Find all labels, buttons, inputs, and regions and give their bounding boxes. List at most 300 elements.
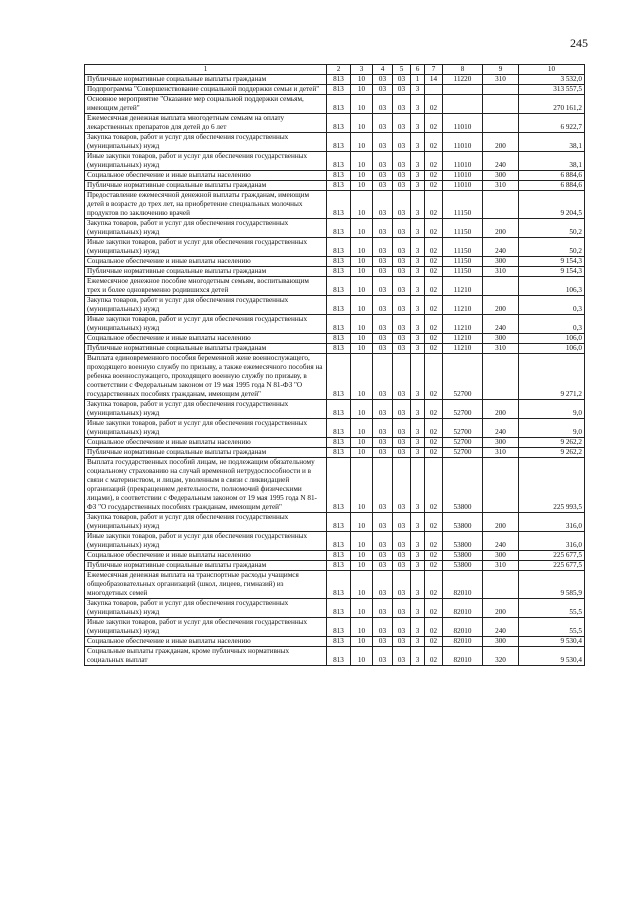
row-cell-5: 03	[393, 400, 411, 419]
row-name-cell: Публичные нормативные социальные выплаты гражданам	[85, 448, 327, 458]
row-cell-7: 02	[425, 344, 443, 354]
table-row	[85, 448, 585, 458]
row-cell-4: 03	[373, 191, 393, 219]
row-name-cell: Социальное обеспечение и иные выплаты населению	[85, 438, 327, 448]
row-cell-7: 14	[425, 75, 443, 85]
row-cell-5: 03	[393, 296, 411, 315]
row-cell-9: 300	[483, 171, 519, 181]
row-cell-9	[483, 85, 519, 95]
row-cell-3: 10	[351, 85, 373, 95]
table-row	[85, 551, 585, 561]
row-cell-3: 10	[351, 419, 373, 438]
table-row	[85, 438, 585, 448]
row-cell-10: 0,3	[519, 296, 585, 315]
row-cell-4: 03	[373, 458, 393, 513]
row-cell-9: 200	[483, 133, 519, 152]
row-cell-7: 02	[425, 277, 443, 296]
row-cell-6: 3	[411, 354, 425, 400]
row-cell-6: 3	[411, 419, 425, 438]
row-cell-8	[443, 95, 483, 114]
column-header-9: 9	[483, 65, 519, 75]
table-row	[85, 133, 585, 152]
row-cell-5: 03	[393, 551, 411, 561]
row-cell-2: 813	[327, 334, 351, 344]
row-cell-3: 10	[351, 181, 373, 191]
row-cell-7: 02	[425, 152, 443, 171]
row-cell-2: 813	[327, 400, 351, 419]
row-cell-8: 11210	[443, 334, 483, 344]
row-cell-3: 10	[351, 400, 373, 419]
table-row	[85, 344, 585, 354]
row-cell-3: 10	[351, 637, 373, 647]
row-cell-10: 9 585,9	[519, 571, 585, 599]
row-cell-9: 240	[483, 315, 519, 334]
row-cell-4: 03	[373, 438, 393, 448]
row-cell-3: 10	[351, 296, 373, 315]
row-cell-7: 02	[425, 334, 443, 344]
column-header-3: 3	[351, 65, 373, 75]
row-name-cell: Ежемесячная денежная выплата многодетным семьям на оплату лекарственных препаратов для детей до 6 лет	[85, 114, 327, 133]
row-cell-2: 813	[327, 448, 351, 458]
row-cell-4: 03	[373, 238, 393, 257]
row-cell-10: 9 204,5	[519, 191, 585, 219]
row-cell-3: 10	[351, 438, 373, 448]
row-cell-6: 3	[411, 458, 425, 513]
table-body	[85, 75, 585, 666]
row-cell-9: 310	[483, 181, 519, 191]
row-name-cell: Иные закупки товаров, работ и услуг для обеспечения государственных (муниципальных) нужд	[85, 618, 327, 637]
row-cell-2: 813	[327, 315, 351, 334]
table-row	[85, 571, 585, 599]
row-cell-5: 03	[393, 334, 411, 344]
row-cell-6: 3	[411, 181, 425, 191]
row-cell-4: 03	[373, 315, 393, 334]
row-cell-4: 03	[373, 114, 393, 133]
row-cell-2: 813	[327, 532, 351, 551]
row-cell-4: 03	[373, 513, 393, 532]
row-cell-9: 240	[483, 419, 519, 438]
table-row	[85, 647, 585, 666]
row-cell-7: 02	[425, 448, 443, 458]
row-cell-8: 53800	[443, 561, 483, 571]
row-cell-10: 9 530,4	[519, 647, 585, 666]
table-row	[85, 561, 585, 571]
row-cell-2: 813	[327, 561, 351, 571]
row-cell-10: 9 271,2	[519, 354, 585, 400]
row-cell-7: 02	[425, 532, 443, 551]
row-cell-7: 02	[425, 191, 443, 219]
row-cell-2: 813	[327, 551, 351, 561]
row-cell-4: 03	[373, 95, 393, 114]
row-name-cell: Иные закупки товаров, работ и услуг для обеспечения государственных (муниципальных) нужд	[85, 532, 327, 551]
row-name-cell: Закупка товаров, работ и услуг для обеспечения государственных (муниципальных) нужд	[85, 219, 327, 238]
row-cell-7: 02	[425, 400, 443, 419]
table-row	[85, 277, 585, 296]
row-cell-9: 310	[483, 561, 519, 571]
row-name-cell: Социальные выплаты гражданам, кроме публичных нормативных социальных выплат	[85, 647, 327, 666]
row-cell-2: 813	[327, 599, 351, 618]
row-cell-9: 310	[483, 448, 519, 458]
table-row	[85, 419, 585, 438]
table-row	[85, 599, 585, 618]
row-cell-10: 106,0	[519, 344, 585, 354]
row-cell-4: 03	[373, 152, 393, 171]
row-cell-7: 02	[425, 95, 443, 114]
row-cell-7: 02	[425, 133, 443, 152]
row-cell-4: 03	[373, 219, 393, 238]
row-cell-10: 55,5	[519, 599, 585, 618]
table-row	[85, 95, 585, 114]
row-cell-6: 3	[411, 219, 425, 238]
row-cell-2: 813	[327, 191, 351, 219]
row-cell-6: 3	[411, 191, 425, 219]
row-name-cell: Закупка товаров, работ и услуг для обеспечения государственных (муниципальных) нужд	[85, 513, 327, 532]
table-row	[85, 181, 585, 191]
row-cell-3: 10	[351, 315, 373, 334]
row-cell-8: 52700	[443, 354, 483, 400]
table-row	[85, 334, 585, 344]
row-cell-5: 03	[393, 315, 411, 334]
row-cell-10: 6 922,7	[519, 114, 585, 133]
row-cell-10: 50,2	[519, 238, 585, 257]
row-cell-5: 03	[393, 219, 411, 238]
row-cell-10: 316,0	[519, 513, 585, 532]
row-cell-5: 03	[393, 448, 411, 458]
row-cell-2: 813	[327, 95, 351, 114]
row-cell-8: 53800	[443, 532, 483, 551]
row-cell-7: 02	[425, 513, 443, 532]
row-cell-6: 3	[411, 647, 425, 666]
row-name-cell: Предоставление ежемесячной денежной выплаты гражданам, имеющим детей в возрасте до трех лет, на приобретение специальных молочных продуктов по заключению врачей	[85, 191, 327, 219]
row-name-cell: Публичные нормативные социальные выплаты гражданам	[85, 561, 327, 571]
row-cell-3: 10	[351, 152, 373, 171]
row-name-cell: Иные закупки товаров, работ и услуг для обеспечения государственных (муниципальных) нужд	[85, 238, 327, 257]
row-cell-10: 106,3	[519, 277, 585, 296]
row-cell-8: 11010	[443, 181, 483, 191]
row-cell-7	[425, 85, 443, 95]
row-cell-4: 03	[373, 354, 393, 400]
table-row	[85, 219, 585, 238]
row-cell-5: 03	[393, 599, 411, 618]
row-cell-8: 11150	[443, 257, 483, 267]
row-cell-9	[483, 458, 519, 513]
row-cell-8: 82010	[443, 618, 483, 637]
row-cell-3: 10	[351, 344, 373, 354]
row-cell-10: 50,2	[519, 219, 585, 238]
row-cell-10: 9 154,3	[519, 267, 585, 277]
row-cell-5: 03	[393, 532, 411, 551]
row-cell-3: 10	[351, 75, 373, 85]
row-name-cell: Выплата государственных пособий лицам, не подлежащим обязательному социальному страхованию на случай временной нетрудоспособности и в связи с материнством, и лицам, уволенным в связи с ликвидацией организаций (прекращением деятельности, полномочий физическими лицами), в соответствии с Федеральным законом от 19 мая 1995 года N 81-ФЗ "О государственных пособиях гражданам, имеющим детей"	[85, 458, 327, 513]
row-cell-10: 225 993,5	[519, 458, 585, 513]
table-row	[85, 75, 585, 85]
row-cell-3: 10	[351, 171, 373, 181]
table-row	[85, 267, 585, 277]
row-cell-9	[483, 354, 519, 400]
row-cell-10: 6 884,6	[519, 171, 585, 181]
row-cell-3: 10	[351, 513, 373, 532]
row-cell-5: 03	[393, 257, 411, 267]
row-cell-9: 240	[483, 152, 519, 171]
row-cell-7: 02	[425, 181, 443, 191]
row-name-cell: Социальное обеспечение и иные выплаты населению	[85, 637, 327, 647]
row-cell-9: 240	[483, 618, 519, 637]
row-cell-9: 200	[483, 513, 519, 532]
row-cell-3: 10	[351, 267, 373, 277]
row-cell-4: 03	[373, 419, 393, 438]
row-cell-3: 10	[351, 191, 373, 219]
row-cell-3: 10	[351, 532, 373, 551]
row-cell-6: 3	[411, 133, 425, 152]
row-cell-8: 11210	[443, 296, 483, 315]
row-cell-10: 225 677,5	[519, 551, 585, 561]
row-cell-7: 02	[425, 618, 443, 637]
table-row	[85, 637, 585, 647]
row-cell-8: 52700	[443, 400, 483, 419]
row-cell-5: 03	[393, 571, 411, 599]
row-cell-4: 03	[373, 599, 393, 618]
row-cell-2: 813	[327, 171, 351, 181]
row-cell-4: 03	[373, 257, 393, 267]
row-cell-5: 03	[393, 171, 411, 181]
table-row	[85, 400, 585, 419]
row-cell-7: 02	[425, 114, 443, 133]
row-cell-3: 10	[351, 618, 373, 637]
row-cell-5: 03	[393, 181, 411, 191]
row-cell-6: 3	[411, 513, 425, 532]
row-cell-2: 813	[327, 571, 351, 599]
row-cell-6: 3	[411, 400, 425, 419]
row-cell-4: 03	[373, 85, 393, 95]
row-cell-7: 02	[425, 296, 443, 315]
column-header-2: 2	[327, 65, 351, 75]
row-cell-9: 300	[483, 257, 519, 267]
row-cell-8: 11150	[443, 267, 483, 277]
row-cell-5: 03	[393, 133, 411, 152]
row-cell-4: 03	[373, 551, 393, 561]
row-name-cell: Подпрограмма "Совершенствование социальной поддержки семьи и детей"	[85, 85, 327, 95]
row-cell-3: 10	[351, 277, 373, 296]
row-cell-5: 03	[393, 354, 411, 400]
column-header-8: 8	[443, 65, 483, 75]
row-name-cell: Публичные нормативные социальные выплаты гражданам	[85, 75, 327, 85]
row-cell-4: 03	[373, 133, 393, 152]
row-cell-9	[483, 114, 519, 133]
row-name-cell: Социальное обеспечение и иные выплаты населению	[85, 257, 327, 267]
row-cell-3: 10	[351, 238, 373, 257]
row-cell-8: 11150	[443, 238, 483, 257]
row-cell-10: 6 884,6	[519, 181, 585, 191]
row-cell-4: 03	[373, 448, 393, 458]
row-cell-9: 200	[483, 219, 519, 238]
row-cell-9: 300	[483, 637, 519, 647]
row-name-cell: Основное мероприятие "Оказание мер социальной поддержки семьям, имеющим детей"	[85, 95, 327, 114]
row-name-cell: Социальное обеспечение и иные выплаты населению	[85, 171, 327, 181]
row-cell-4: 03	[373, 334, 393, 344]
column-header-5: 5	[393, 65, 411, 75]
column-header-1: 1	[85, 65, 327, 75]
row-cell-8: 82010	[443, 571, 483, 599]
table-row	[85, 296, 585, 315]
row-cell-8: 52700	[443, 419, 483, 438]
table-row	[85, 171, 585, 181]
row-cell-6: 3	[411, 599, 425, 618]
row-name-cell: Закупка товаров, работ и услуг для обеспечения государственных (муниципальных) нужд	[85, 133, 327, 152]
row-cell-9: 200	[483, 400, 519, 419]
row-cell-2: 813	[327, 513, 351, 532]
row-cell-2: 813	[327, 618, 351, 637]
row-cell-10: 106,0	[519, 334, 585, 344]
row-cell-4: 03	[373, 296, 393, 315]
row-cell-6: 3	[411, 85, 425, 95]
row-cell-9: 310	[483, 267, 519, 277]
table-row	[85, 532, 585, 551]
row-cell-3: 10	[351, 448, 373, 458]
row-cell-2: 813	[327, 133, 351, 152]
row-cell-5: 03	[393, 95, 411, 114]
row-cell-8: 11150	[443, 219, 483, 238]
row-cell-8: 11150	[443, 191, 483, 219]
row-cell-3: 10	[351, 219, 373, 238]
row-cell-6: 3	[411, 448, 425, 458]
row-cell-3: 10	[351, 133, 373, 152]
table-row	[85, 618, 585, 637]
row-cell-5: 03	[393, 561, 411, 571]
row-cell-2: 813	[327, 637, 351, 647]
row-name-cell: Социальное обеспечение и иные выплаты населению	[85, 551, 327, 561]
row-cell-8: 82010	[443, 599, 483, 618]
row-cell-6: 3	[411, 114, 425, 133]
row-cell-6: 3	[411, 438, 425, 448]
row-cell-2: 813	[327, 257, 351, 267]
row-cell-9: 240	[483, 532, 519, 551]
row-name-cell: Выплата единовременного пособия беременной жене военнослужащего, проходящего военную службу по призыву, а также ежемесячного пособия на ребенка военнослужащего, проходящего военную службу по призыву, в соответствии с Федеральным законом от 19 мая 1995 года N 81-ФЗ "О государственных пособиях гражданам, имеющим детей"	[85, 354, 327, 400]
row-cell-7: 02	[425, 354, 443, 400]
row-cell-5: 03	[393, 647, 411, 666]
header-row	[85, 65, 585, 75]
row-cell-9: 200	[483, 599, 519, 618]
row-cell-6: 3	[411, 618, 425, 637]
row-cell-10: 9 154,3	[519, 257, 585, 267]
column-header-7: 7	[425, 65, 443, 75]
row-name-cell: Закупка товаров, работ и услуг для обеспечения государственных (муниципальных) нужд	[85, 599, 327, 618]
row-cell-2: 813	[327, 238, 351, 257]
row-cell-2: 813	[327, 75, 351, 85]
row-cell-6: 3	[411, 171, 425, 181]
row-cell-5: 03	[393, 344, 411, 354]
table-row	[85, 315, 585, 334]
row-cell-6: 3	[411, 267, 425, 277]
row-cell-9: 310	[483, 75, 519, 85]
row-cell-10: 9 530,4	[519, 637, 585, 647]
row-cell-5: 03	[393, 419, 411, 438]
row-cell-4: 03	[373, 618, 393, 637]
row-cell-8: 82010	[443, 637, 483, 647]
row-cell-2: 813	[327, 267, 351, 277]
row-cell-6: 3	[411, 152, 425, 171]
table-row	[85, 513, 585, 532]
row-cell-10: 225 677,5	[519, 561, 585, 571]
row-cell-5: 03	[393, 114, 411, 133]
row-cell-5: 03	[393, 637, 411, 647]
row-cell-9	[483, 191, 519, 219]
row-name-cell: Социальное обеспечение и иные выплаты населению	[85, 334, 327, 344]
row-cell-2: 813	[327, 354, 351, 400]
row-cell-9: 240	[483, 238, 519, 257]
row-name-cell: Ежемесячная денежная выплата на транспортные расходы учащимся общеобразовательных организаций (школ, лицеев, гимназий) из многодетных семей	[85, 571, 327, 599]
row-cell-9: 320	[483, 647, 519, 666]
row-cell-8: 11210	[443, 277, 483, 296]
row-cell-3: 10	[351, 551, 373, 561]
row-cell-6: 3	[411, 296, 425, 315]
row-cell-2: 813	[327, 152, 351, 171]
table-row	[85, 257, 585, 267]
row-cell-7: 02	[425, 315, 443, 334]
table-row	[85, 85, 585, 95]
column-header-10: 10	[519, 65, 585, 75]
row-name-cell: Публичные нормативные социальные выплаты гражданам	[85, 344, 327, 354]
row-cell-10: 3 532,0	[519, 75, 585, 85]
row-cell-7: 02	[425, 571, 443, 599]
table-row	[85, 191, 585, 219]
row-cell-4: 03	[373, 181, 393, 191]
row-cell-10: 316,0	[519, 532, 585, 551]
row-cell-3: 10	[351, 561, 373, 571]
row-cell-6: 3	[411, 257, 425, 267]
row-cell-7: 02	[425, 257, 443, 267]
row-cell-7: 02	[425, 438, 443, 448]
row-cell-8: 52700	[443, 448, 483, 458]
row-cell-7: 02	[425, 219, 443, 238]
row-cell-8: 11220	[443, 75, 483, 85]
row-name-cell: Публичные нормативные социальные выплаты гражданам	[85, 181, 327, 191]
row-cell-3: 10	[351, 647, 373, 666]
row-cell-5: 03	[393, 191, 411, 219]
row-cell-9	[483, 277, 519, 296]
row-cell-7: 02	[425, 647, 443, 666]
row-cell-8	[443, 85, 483, 95]
row-cell-2: 813	[327, 344, 351, 354]
row-cell-7: 02	[425, 599, 443, 618]
row-name-cell: Иные закупки товаров, работ и услуг для обеспечения государственных (муниципальных) нужд	[85, 315, 327, 334]
column-header-6: 6	[411, 65, 425, 75]
row-name-cell: Закупка товаров, работ и услуг для обеспечения государственных (муниципальных) нужд	[85, 296, 327, 315]
row-cell-4: 03	[373, 532, 393, 551]
table-row	[85, 152, 585, 171]
row-cell-9	[483, 571, 519, 599]
row-cell-4: 03	[373, 637, 393, 647]
row-cell-6: 1	[411, 75, 425, 85]
row-cell-7: 02	[425, 171, 443, 181]
row-cell-8: 11010	[443, 114, 483, 133]
row-cell-2: 813	[327, 647, 351, 666]
row-cell-2: 813	[327, 219, 351, 238]
row-cell-7: 02	[425, 458, 443, 513]
row-cell-8: 11210	[443, 344, 483, 354]
row-cell-10: 0,3	[519, 315, 585, 334]
row-cell-6: 3	[411, 571, 425, 599]
row-cell-8: 53800	[443, 513, 483, 532]
row-cell-3: 10	[351, 257, 373, 267]
row-cell-7: 02	[425, 419, 443, 438]
row-cell-2: 813	[327, 438, 351, 448]
row-cell-6: 3	[411, 551, 425, 561]
row-cell-5: 03	[393, 238, 411, 257]
row-cell-5: 03	[393, 85, 411, 95]
row-cell-7: 02	[425, 238, 443, 257]
row-cell-8: 53800	[443, 551, 483, 561]
row-cell-2: 813	[327, 114, 351, 133]
